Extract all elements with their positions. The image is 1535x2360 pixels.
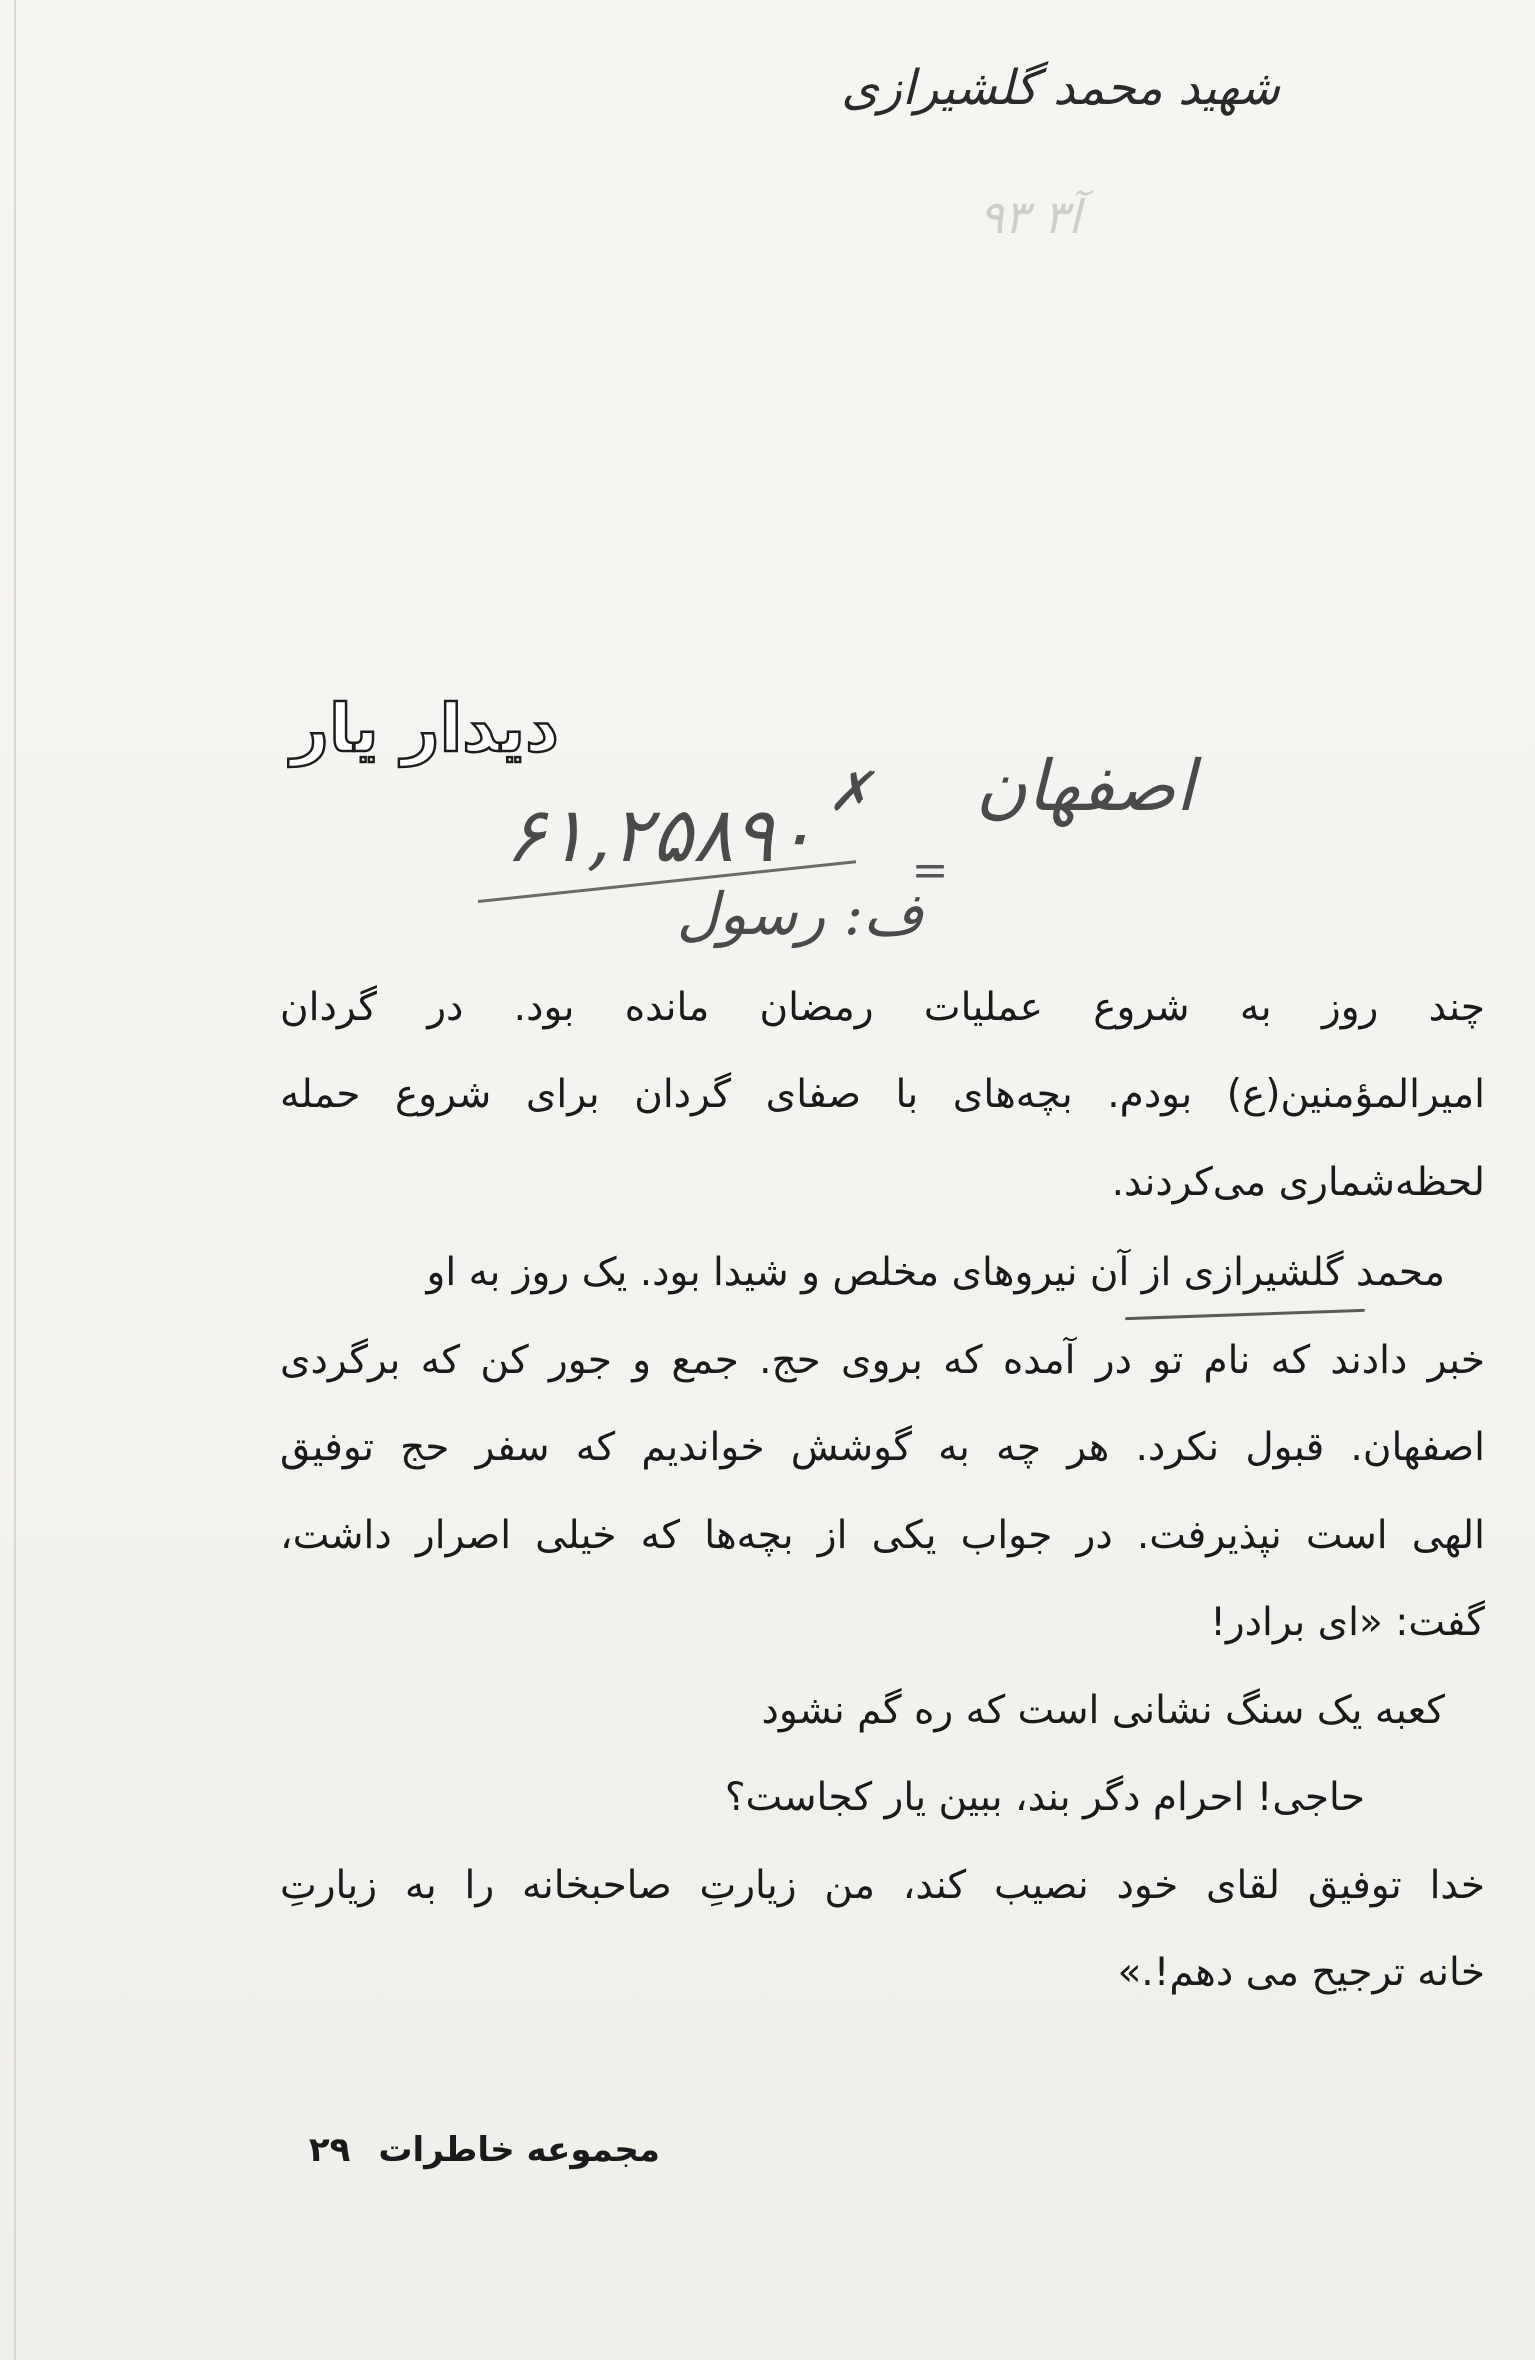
handwritten-source: ف: رسول xyxy=(676,880,924,948)
poem-line-1: کعبه یک سنگ نشانی است که ره گم نشود xyxy=(761,1688,1445,1733)
page-number: ۲۹ xyxy=(308,2130,351,2170)
pencil-underline xyxy=(1125,1309,1365,1320)
handwritten-equal: = xyxy=(911,845,949,896)
story-line-8: گفت: «ای برادر! xyxy=(1210,1600,1485,1645)
story-line-7: الهی است نپذیرفت. در جواب یکی از بچه‌ها که خیلی اصرار داشت، xyxy=(280,1513,1485,1558)
handwritten-city: اصفهان xyxy=(975,745,1195,827)
story-line-4: محمد گلشیرازی از آن نیروهای مخلص و شیدا بود. یک روز به او xyxy=(426,1250,1445,1295)
story-title: دیدار یار xyxy=(291,690,559,767)
story-line-10: خانه ترجیح می دهم!.» xyxy=(1117,1950,1485,1995)
story-line-6: اصفهان. قبول نکرد. هر چه به گوشش خواندیم که سفر حج توفیق xyxy=(280,1425,1485,1470)
faint-pencil-note: آ۳ ۹۳ xyxy=(979,190,1081,244)
story-line-2: امیرالمؤمنین(ع) بودم. بچه‌های با صفای گردان برای شروع حمله xyxy=(280,1072,1485,1117)
handwritten-cross: ✗ xyxy=(827,760,873,823)
story-line-3: لحظه‌شماری می‌کردند. xyxy=(1111,1160,1485,1205)
poem-line-2: حاجی! احرام دگر بند، ببین یار کجاست؟ xyxy=(724,1775,1365,1820)
page-edge xyxy=(14,0,16,2360)
page-footer xyxy=(280,2130,660,2170)
handwritten-name: شهید محمد گلشیرازی xyxy=(841,60,1280,116)
story-line-5: خبر دادند که نام تو در آمده که بروی حج. جمع و جور کن که برگردی xyxy=(280,1338,1485,1383)
story-line-1: چند روز به شروع عملیات رمضان مانده بود. در گردان xyxy=(280,985,1485,1030)
story-line-9: خدا توفیق لقای خود نصیب کند، من زیارتِ صاحبخانه را به زیارتِ xyxy=(280,1863,1485,1908)
book-title: مجموعه خاطرات xyxy=(378,2130,660,2170)
handwritten-code: ۶۱,۲۵۸۹۰ xyxy=(505,790,815,879)
